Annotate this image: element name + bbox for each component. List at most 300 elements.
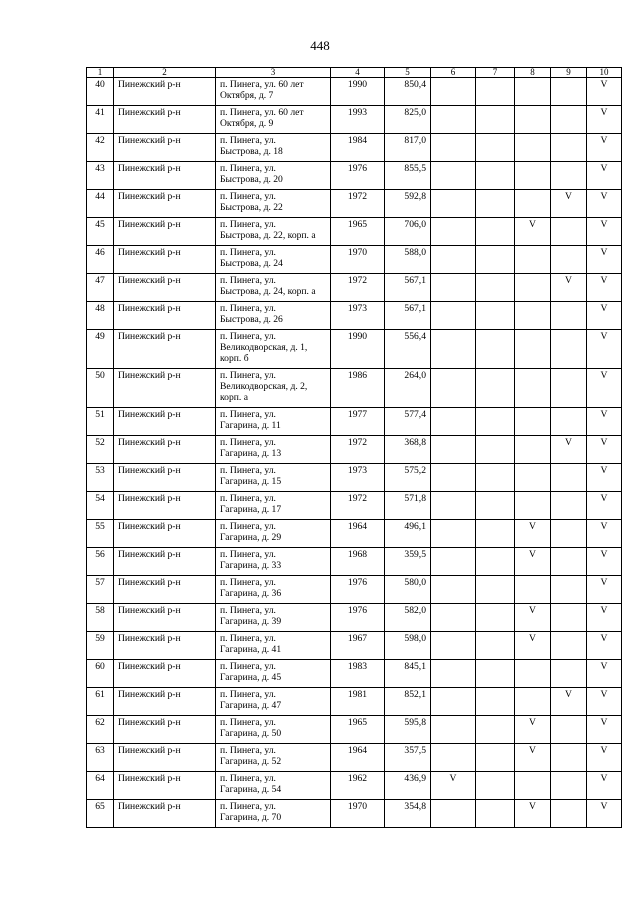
district-cell: Пинежский р-н — [114, 436, 216, 464]
area-cell: 357,5 — [385, 744, 431, 772]
row-number-cell: 47 — [87, 274, 114, 302]
row-number-cell: 64 — [87, 772, 114, 800]
table-row — [87, 576, 622, 604]
row-number-cell: 61 — [87, 688, 114, 716]
column-header: 6 — [431, 68, 476, 78]
address-line: Гагарина, д. 11 — [220, 420, 281, 431]
year-cell: 1976 — [331, 604, 385, 632]
year-cell: 1990 — [331, 78, 385, 106]
address-line: п. Пинега, ул. — [220, 437, 276, 448]
table-body — [87, 78, 622, 828]
address-cell — [216, 688, 331, 716]
column-header: 9 — [551, 68, 587, 78]
district-cell: Пинежский р-н — [114, 576, 216, 604]
year-cell: 1976 — [331, 576, 385, 604]
row-number-cell: 62 — [87, 716, 114, 744]
mark-cell-col9 — [551, 576, 587, 604]
table-row — [87, 106, 622, 134]
mark-cell-col10: V — [587, 716, 622, 744]
address-line: Октября, д. 7 — [220, 90, 274, 101]
table-row — [87, 302, 622, 330]
table-row — [87, 274, 622, 302]
address-cell — [216, 604, 331, 632]
mark-cell-col8: V — [515, 520, 551, 548]
mark-cell-col6 — [431, 218, 476, 246]
address-line: Гагарина, д. 50 — [220, 728, 282, 739]
row-number-cell: 52 — [87, 436, 114, 464]
table-row — [87, 330, 622, 369]
mark-cell-col7 — [476, 464, 515, 492]
district-cell: Пинежский р-н — [114, 78, 216, 106]
address-line: п. Пинега, ул. — [220, 717, 276, 728]
address-line: Быстрова, д. 26 — [220, 314, 283, 325]
mark-cell-col10: V — [587, 369, 622, 408]
table-row — [87, 604, 622, 632]
mark-cell-col8 — [515, 772, 551, 800]
area-cell: 850,4 — [385, 78, 431, 106]
address-line: Гагарина, д. 29 — [220, 532, 282, 543]
address-line: п. Пинега, ул. 60 лет — [220, 79, 304, 90]
address-line: Гагарина, д. 54 — [220, 784, 282, 795]
table-row — [87, 78, 622, 106]
year-cell: 1983 — [331, 660, 385, 688]
mark-cell-col6 — [431, 800, 476, 828]
mark-cell-col8 — [515, 134, 551, 162]
mark-cell-col7 — [476, 688, 515, 716]
mark-cell-col7 — [476, 190, 515, 218]
mark-cell-col10: V — [587, 520, 622, 548]
year-cell: 1984 — [331, 134, 385, 162]
address-line: корп. а — [220, 392, 248, 403]
table-row — [87, 548, 622, 576]
row-number-cell: 65 — [87, 800, 114, 828]
mark-cell-col7 — [476, 162, 515, 190]
row-number-cell: 42 — [87, 134, 114, 162]
column-header: 8 — [515, 68, 551, 78]
row-number-cell: 45 — [87, 218, 114, 246]
address-cell — [216, 520, 331, 548]
mark-cell-col7 — [476, 436, 515, 464]
address-line: Быстрова, д. 22, корп. а — [220, 230, 316, 241]
year-cell: 1972 — [331, 274, 385, 302]
address-line: Гагарина, д. 70 — [220, 812, 282, 823]
address-cell — [216, 772, 331, 800]
mark-cell-col9 — [551, 716, 587, 744]
mark-cell-col9 — [551, 408, 587, 436]
year-cell: 1970 — [331, 246, 385, 274]
mark-cell-col8: V — [515, 218, 551, 246]
mark-cell-col8: V — [515, 800, 551, 828]
address-line: п. Пинега, ул. — [220, 163, 276, 174]
address-cell — [216, 106, 331, 134]
address-cell — [216, 330, 331, 369]
mark-cell-col8 — [515, 408, 551, 436]
address-line: Быстрова, д. 24 — [220, 258, 283, 269]
address-line: п. Пинега, ул. — [220, 247, 276, 258]
address-line: п. Пинега, ул. — [220, 633, 276, 644]
mark-cell-col9 — [551, 464, 587, 492]
table-row — [87, 436, 622, 464]
mark-cell-col7 — [476, 78, 515, 106]
mark-cell-col6 — [431, 408, 476, 436]
mark-cell-col8 — [515, 162, 551, 190]
address-line: п. Пинега, ул. — [220, 191, 276, 202]
year-cell: 1986 — [331, 369, 385, 408]
year-cell: 1965 — [331, 218, 385, 246]
mark-cell-col7 — [476, 330, 515, 369]
address-line: п. Пинега, ул. — [220, 689, 276, 700]
mark-cell-col6 — [431, 436, 476, 464]
area-cell: 588,0 — [385, 246, 431, 274]
row-number-cell: 59 — [87, 632, 114, 660]
year-cell: 1990 — [331, 330, 385, 369]
address-line: Быстрова, д. 20 — [220, 174, 283, 185]
address-cell — [216, 632, 331, 660]
mark-cell-col10: V — [587, 548, 622, 576]
district-cell: Пинежский р-н — [114, 520, 216, 548]
mark-cell-col8 — [515, 660, 551, 688]
district-cell: Пинежский р-н — [114, 302, 216, 330]
area-cell: 577,4 — [385, 408, 431, 436]
address-line: Быстрова, д. 18 — [220, 146, 283, 157]
mark-cell-col7 — [476, 604, 515, 632]
district-cell: Пинежский р-н — [114, 800, 216, 828]
area-cell: 580,0 — [385, 576, 431, 604]
address-line: п. Пинега, ул. — [220, 549, 276, 560]
mark-cell-col9 — [551, 772, 587, 800]
district-cell: Пинежский р-н — [114, 632, 216, 660]
mark-cell-col8 — [515, 274, 551, 302]
mark-cell-col10: V — [587, 688, 622, 716]
area-cell: 845,1 — [385, 660, 431, 688]
row-number-cell: 44 — [87, 190, 114, 218]
mark-cell-col7 — [476, 408, 515, 436]
year-cell: 1977 — [331, 408, 385, 436]
mark-cell-col8: V — [515, 632, 551, 660]
area-cell: 817,0 — [385, 134, 431, 162]
mark-cell-col7 — [476, 772, 515, 800]
mark-cell-col9: V — [551, 274, 587, 302]
year-cell: 1981 — [331, 688, 385, 716]
area-cell: 855,5 — [385, 162, 431, 190]
mark-cell-col6 — [431, 576, 476, 604]
row-number-cell: 57 — [87, 576, 114, 604]
mark-cell-col7 — [476, 369, 515, 408]
year-cell: 1962 — [331, 772, 385, 800]
mark-cell-col7 — [476, 576, 515, 604]
mark-cell-col6 — [431, 632, 476, 660]
mark-cell-col6 — [431, 162, 476, 190]
row-number-cell: 56 — [87, 548, 114, 576]
mark-cell-col8 — [515, 688, 551, 716]
address-line: Великодворская, д. 1, — [220, 342, 308, 353]
area-cell: 496,1 — [385, 520, 431, 548]
mark-cell-col6 — [431, 688, 476, 716]
year-cell: 1972 — [331, 492, 385, 520]
row-number-cell: 49 — [87, 330, 114, 369]
year-cell: 1964 — [331, 744, 385, 772]
address-cell — [216, 548, 331, 576]
address-line: Быстрова, д. 22 — [220, 202, 283, 213]
mark-cell-col7 — [476, 492, 515, 520]
mark-cell-col6 — [431, 716, 476, 744]
mark-cell-col9 — [551, 78, 587, 106]
mark-cell-col8 — [515, 78, 551, 106]
mark-cell-col7 — [476, 632, 515, 660]
row-number-cell: 54 — [87, 492, 114, 520]
mark-cell-col7 — [476, 716, 515, 744]
mark-cell-col6 — [431, 492, 476, 520]
area-cell: 354,8 — [385, 800, 431, 828]
address-line: п. Пинега, ул. — [220, 370, 276, 381]
mark-cell-col10: V — [587, 106, 622, 134]
address-line: Гагарина, д. 52 — [220, 756, 282, 767]
mark-cell-col9 — [551, 800, 587, 828]
area-cell: 436,9 — [385, 772, 431, 800]
mark-cell-col8 — [515, 330, 551, 369]
district-cell: Пинежский р-н — [114, 274, 216, 302]
mark-cell-col7 — [476, 548, 515, 576]
address-line: Гагарина, д. 39 — [220, 616, 282, 627]
table-row — [87, 190, 622, 218]
district-cell: Пинежский р-н — [114, 604, 216, 632]
address-cell — [216, 800, 331, 828]
mark-cell-col9 — [551, 218, 587, 246]
address-line: п. Пинега, ул. — [220, 303, 276, 314]
row-number-cell: 43 — [87, 162, 114, 190]
mark-cell-col8 — [515, 302, 551, 330]
address-cell — [216, 162, 331, 190]
mark-cell-col6 — [431, 464, 476, 492]
address-line: Гагарина, д. 15 — [220, 476, 282, 487]
mark-cell-col7 — [476, 744, 515, 772]
mark-cell-col8 — [515, 464, 551, 492]
address-line: Октября, д. 9 — [220, 118, 274, 129]
address-cell — [216, 190, 331, 218]
address-line: п. Пинега, ул. 60 лет — [220, 107, 304, 118]
column-header: 2 — [114, 68, 216, 78]
district-cell: Пинежский р-н — [114, 408, 216, 436]
row-number-cell: 63 — [87, 744, 114, 772]
mark-cell-col6 — [431, 78, 476, 106]
year-cell: 1968 — [331, 548, 385, 576]
mark-cell-col10: V — [587, 772, 622, 800]
mark-cell-col8 — [515, 106, 551, 134]
table-row — [87, 772, 622, 800]
column-header: 4 — [331, 68, 385, 78]
mark-cell-col9 — [551, 134, 587, 162]
address-cell — [216, 576, 331, 604]
mark-cell-col7 — [476, 246, 515, 274]
area-cell: 582,0 — [385, 604, 431, 632]
mark-cell-col10: V — [587, 660, 622, 688]
mark-cell-col9 — [551, 548, 587, 576]
mark-cell-col7 — [476, 274, 515, 302]
mark-cell-col10: V — [587, 464, 622, 492]
year-cell: 1972 — [331, 190, 385, 218]
address-line: Гагарина, д. 47 — [220, 700, 282, 711]
address-cell — [216, 246, 331, 274]
district-cell: Пинежский р-н — [114, 492, 216, 520]
mark-cell-col10: V — [587, 604, 622, 632]
area-cell: 575,2 — [385, 464, 431, 492]
mark-cell-col7 — [476, 800, 515, 828]
area-cell: 264,0 — [385, 369, 431, 408]
address-cell — [216, 464, 331, 492]
address-line: п. Пинега, ул. — [220, 465, 276, 476]
mark-cell-col6 — [431, 660, 476, 688]
address-line: Гагарина, д. 33 — [220, 560, 282, 571]
table-row — [87, 632, 622, 660]
address-line: п. Пинега, ул. — [220, 521, 276, 532]
table-row — [87, 162, 622, 190]
address-line: п. Пинега, ул. — [220, 219, 276, 230]
address-line: корп. б — [220, 353, 249, 364]
mark-cell-col9 — [551, 302, 587, 330]
year-cell: 1972 — [331, 436, 385, 464]
address-line: Гагарина, д. 36 — [220, 588, 282, 599]
district-cell: Пинежский р-н — [114, 548, 216, 576]
address-line: п. Пинега, ул. — [220, 801, 276, 812]
table-row — [87, 218, 622, 246]
mark-cell-col9 — [551, 604, 587, 632]
mark-cell-col6 — [431, 246, 476, 274]
row-number-cell: 40 — [87, 78, 114, 106]
area-cell: 556,4 — [385, 330, 431, 369]
area-cell: 592,8 — [385, 190, 431, 218]
mark-cell-col10: V — [587, 246, 622, 274]
address-cell — [216, 78, 331, 106]
area-cell: 368,8 — [385, 436, 431, 464]
mark-cell-col7 — [476, 520, 515, 548]
page-number: 448 — [310, 38, 330, 53]
address-cell — [216, 218, 331, 246]
mark-cell-col10: V — [587, 302, 622, 330]
mark-cell-col8: V — [515, 716, 551, 744]
year-cell: 1993 — [331, 106, 385, 134]
mark-cell-col8: V — [515, 604, 551, 632]
district-cell: Пинежский р-н — [114, 162, 216, 190]
column-header: 1 — [87, 68, 114, 78]
mark-cell-col8 — [515, 576, 551, 604]
area-cell: 567,1 — [385, 274, 431, 302]
table-row — [87, 744, 622, 772]
mark-cell-col6 — [431, 190, 476, 218]
district-cell: Пинежский р-н — [114, 246, 216, 274]
table-row — [87, 660, 622, 688]
mark-cell-col9 — [551, 632, 587, 660]
mark-cell-col7 — [476, 106, 515, 134]
mark-cell-col6 — [431, 520, 476, 548]
row-number-cell: 51 — [87, 408, 114, 436]
table-row — [87, 520, 622, 548]
table-row — [87, 800, 622, 828]
mark-cell-col8 — [515, 246, 551, 274]
mark-cell-col10: V — [587, 190, 622, 218]
mark-cell-col8 — [515, 369, 551, 408]
mark-cell-col9: V — [551, 688, 587, 716]
mark-cell-col9 — [551, 660, 587, 688]
address-line: Быстрова, д. 24, корп. а — [220, 286, 316, 297]
row-number-cell: 55 — [87, 520, 114, 548]
mark-cell-col8 — [515, 190, 551, 218]
year-cell: 1973 — [331, 464, 385, 492]
address-cell — [216, 744, 331, 772]
address-line: п. Пинега, ул. — [220, 493, 276, 504]
mark-cell-col6 — [431, 330, 476, 369]
mark-cell-col9 — [551, 246, 587, 274]
mark-cell-col10: V — [587, 744, 622, 772]
column-header: 3 — [216, 68, 331, 78]
district-cell: Пинежский р-н — [114, 134, 216, 162]
year-cell: 1973 — [331, 302, 385, 330]
address-line: п. Пинега, ул. — [220, 605, 276, 616]
mark-cell-col10: V — [587, 134, 622, 162]
address-line: п. Пинега, ул. — [220, 773, 276, 784]
address-cell — [216, 134, 331, 162]
district-cell: Пинежский р-н — [114, 744, 216, 772]
column-header: 7 — [476, 68, 515, 78]
housing-registry-table — [86, 67, 622, 828]
district-cell: Пинежский р-н — [114, 330, 216, 369]
address-line: п. Пинега, ул. — [220, 661, 276, 672]
mark-cell-col10: V — [587, 330, 622, 369]
mark-cell-col9: V — [551, 190, 587, 218]
mark-cell-col6 — [431, 548, 476, 576]
district-cell: Пинежский р-н — [114, 464, 216, 492]
address-line: п. Пинега, ул. — [220, 135, 276, 146]
address-cell — [216, 369, 331, 408]
column-number-header-row — [87, 68, 622, 78]
mark-cell-col10: V — [587, 492, 622, 520]
address-line: п. Пинега, ул. — [220, 331, 276, 342]
mark-cell-col7 — [476, 660, 515, 688]
mark-cell-col6 — [431, 604, 476, 632]
district-cell: Пинежский р-н — [114, 716, 216, 744]
table-row — [87, 246, 622, 274]
address-line: Гагарина, д. 13 — [220, 448, 282, 459]
address-cell — [216, 660, 331, 688]
row-number-cell: 58 — [87, 604, 114, 632]
table-row — [87, 134, 622, 162]
year-cell: 1976 — [331, 162, 385, 190]
address-line: п. Пинега, ул. — [220, 745, 276, 756]
row-number-cell: 41 — [87, 106, 114, 134]
area-cell: 598,0 — [385, 632, 431, 660]
mark-cell-col9 — [551, 492, 587, 520]
mark-cell-col6: V — [431, 772, 476, 800]
address-line: п. Пинега, ул. — [220, 577, 276, 588]
mark-cell-col10: V — [587, 800, 622, 828]
mark-cell-col6 — [431, 369, 476, 408]
address-line: Гагарина, д. 41 — [220, 644, 282, 655]
mark-cell-col6 — [431, 302, 476, 330]
area-cell: 567,1 — [385, 302, 431, 330]
table-row — [87, 492, 622, 520]
address-line: Гагарина, д. 17 — [220, 504, 282, 515]
mark-cell-col9 — [551, 106, 587, 134]
table-row — [87, 408, 622, 436]
mark-cell-col10: V — [587, 632, 622, 660]
table-row — [87, 716, 622, 744]
mark-cell-col10: V — [587, 274, 622, 302]
mark-cell-col9 — [551, 369, 587, 408]
mark-cell-col9 — [551, 330, 587, 369]
mark-cell-col10: V — [587, 162, 622, 190]
mark-cell-col8 — [515, 492, 551, 520]
area-cell: 359,5 — [385, 548, 431, 576]
area-cell: 706,0 — [385, 218, 431, 246]
